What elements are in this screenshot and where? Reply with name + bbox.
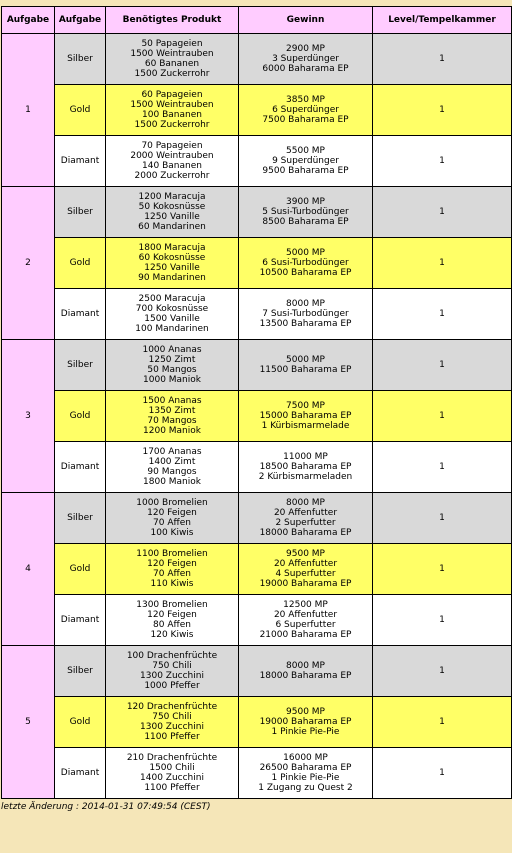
quest-row — [2, 595, 512, 646]
reward-line: 20 Affenfutter — [273, 559, 338, 569]
required-products — [106, 85, 239, 136]
required-products — [106, 136, 239, 187]
level-value: 1 — [373, 697, 512, 748]
quest-row — [2, 442, 512, 493]
level-value: 1 — [373, 595, 512, 646]
reward-line: 21000 Baharama EP — [259, 630, 352, 640]
reward-line: 26500 Baharama EP — [259, 763, 352, 773]
product-line: 120 Drachenfrüchte — [126, 702, 218, 712]
quest-tier: Diamant — [55, 748, 106, 799]
rewards — [239, 544, 373, 595]
product-line: 80 Affen — [153, 620, 191, 630]
rewards — [239, 136, 373, 187]
required-products — [106, 493, 239, 544]
quest-tier: Silber — [55, 646, 106, 697]
product-line: 70 Mangos — [147, 416, 197, 426]
level-value: 1 — [373, 136, 512, 187]
product-line: 100 Bananen — [142, 110, 202, 120]
quest-row — [2, 34, 512, 85]
rewards — [239, 697, 373, 748]
quest-row — [2, 136, 512, 187]
reward-line: 18500 Baharama EP — [259, 462, 352, 472]
header-aufgabe-stufe: Aufgabe — [55, 7, 106, 34]
reward-line: 11000 MP — [283, 452, 328, 462]
product-line: 70 Affen — [153, 569, 191, 579]
level-value: 1 — [373, 391, 512, 442]
quest-body — [2, 34, 512, 799]
reward-line: 8000 MP — [286, 299, 325, 309]
reward-line: 7500 MP — [286, 401, 325, 411]
reward-line: 19000 Baharama EP — [259, 579, 352, 589]
product-line: 1300 Zucchini — [140, 722, 204, 732]
quest-tier: Gold — [55, 391, 106, 442]
rewards — [239, 238, 373, 289]
reward-line: 3900 MP — [286, 197, 325, 207]
quest-number: 1 — [2, 34, 55, 187]
product-line: 1400 Zucchini — [140, 773, 204, 783]
reward-line: 10500 Baharama EP — [259, 268, 352, 278]
reward-line: 20 Affenfutter — [273, 610, 338, 620]
level-value: 1 — [373, 34, 512, 85]
quest-tier: Gold — [55, 697, 106, 748]
header-gewinn: Gewinn — [239, 7, 373, 34]
rewards — [239, 85, 373, 136]
quest-number: 2 — [2, 187, 55, 340]
rewards — [239, 34, 373, 85]
level-value: 1 — [373, 187, 512, 238]
header-level: Level/Tempelkammer — [373, 7, 512, 34]
quest-number: 3 — [2, 340, 55, 493]
product-line: 210 Drachenfrüchte — [126, 753, 218, 763]
reward-line: 9500 Baharama EP — [262, 166, 349, 176]
quest-tier: Diamant — [55, 136, 106, 187]
product-line: 1250 Vanille — [144, 212, 200, 222]
product-line: 60 Bananen — [144, 59, 200, 69]
product-line: 100 Drachenfrüchte — [126, 651, 218, 661]
product-line: 1800 Maniok — [143, 477, 201, 487]
quest-number: 4 — [2, 493, 55, 646]
level-value: 1 — [373, 646, 512, 697]
product-line: 700 Kokosnüsse — [135, 304, 209, 314]
quest-tier: Gold — [55, 544, 106, 595]
quest-tier: Diamant — [55, 442, 106, 493]
required-products — [106, 697, 239, 748]
reward-line: 2 Kürbismarmeladen — [258, 472, 353, 482]
reward-line: 12500 MP — [283, 600, 328, 610]
reward-line: 9 Superdünger — [272, 156, 339, 166]
required-products — [106, 646, 239, 697]
quest-tier: Gold — [55, 85, 106, 136]
required-products — [106, 289, 239, 340]
reward-line: 6 Susi-Turbodünger — [262, 258, 349, 268]
product-line: 1000 Ananas — [142, 345, 202, 355]
rewards — [239, 442, 373, 493]
level-value: 1 — [373, 85, 512, 136]
reward-line: 5000 MP — [286, 248, 325, 258]
required-products — [106, 748, 239, 799]
product-line: 750 Chili — [152, 712, 192, 722]
rewards — [239, 595, 373, 646]
reward-line: 1 Kürbismarmelade — [261, 421, 350, 431]
rewards — [239, 340, 373, 391]
product-line: 1500 Ananas — [142, 396, 202, 406]
product-line: 60 Mandarinen — [138, 222, 206, 232]
product-line: 1300 Zucchini — [140, 671, 204, 681]
header-produkt: Benötigtes Produkt — [106, 7, 239, 34]
quest-number: 5 — [2, 646, 55, 799]
quest-row — [2, 340, 512, 391]
header-aufgabe: Aufgabe — [2, 7, 55, 34]
product-line: 50 Kokosnüsse — [138, 202, 206, 212]
required-products — [106, 391, 239, 442]
product-line: 1250 Vanille — [144, 263, 200, 273]
level-value: 1 — [373, 238, 512, 289]
quest-row — [2, 238, 512, 289]
product-line: 140 Bananen — [142, 161, 202, 171]
quest-row — [2, 493, 512, 544]
reward-line: 6 Superdünger — [272, 105, 339, 115]
rewards — [239, 493, 373, 544]
required-products — [106, 238, 239, 289]
product-line: 1500 Zuckerrohr — [134, 69, 210, 79]
quest-row — [2, 289, 512, 340]
reward-line: 4 Superfutter — [275, 569, 336, 579]
level-value: 1 — [373, 442, 512, 493]
quest-table — [1, 6, 512, 799]
product-line: 1500 Weintrauben — [130, 49, 214, 59]
reward-line: 1 Zugang zu Quest 2 — [258, 783, 353, 793]
product-line: 1300 Bromelien — [136, 600, 208, 610]
product-line: 100 Mandarinen — [135, 324, 209, 334]
reward-line: 5500 MP — [286, 146, 325, 156]
reward-line: 1 Pinkie Pie-Pie — [271, 773, 340, 783]
quest-tier: Diamant — [55, 595, 106, 646]
quest-tier: Silber — [55, 493, 106, 544]
quest-row — [2, 85, 512, 136]
level-value: 1 — [373, 340, 512, 391]
reward-line: 8000 MP — [286, 498, 325, 508]
product-line: 2000 Zuckerrohr — [134, 171, 210, 181]
product-line: 1250 Zimt — [148, 355, 196, 365]
product-line: 60 Papageien — [141, 90, 203, 100]
product-line: 2500 Maracuja — [138, 294, 206, 304]
header-row — [2, 7, 512, 34]
product-line: 1000 Maniok — [143, 375, 201, 385]
rewards — [239, 646, 373, 697]
reward-line: 7 Susi-Turbodünger — [262, 309, 349, 319]
product-line: 100 Kiwis — [150, 528, 194, 538]
reward-line: 8500 Baharama EP — [262, 217, 349, 227]
reward-line: 2 Superfutter — [275, 518, 336, 528]
level-value: 1 — [373, 289, 512, 340]
quest-row — [2, 748, 512, 799]
product-line: 1500 Weintrauben — [130, 100, 214, 110]
quest-row — [2, 646, 512, 697]
product-line: 1200 Maracuja — [138, 192, 206, 202]
level-value: 1 — [373, 544, 512, 595]
reward-line: 5 Susi-Turbodünger — [262, 207, 349, 217]
product-line: 2000 Weintrauben — [130, 151, 214, 161]
product-line: 1200 Maniok — [143, 426, 201, 436]
required-products — [106, 187, 239, 238]
quest-row — [2, 697, 512, 748]
required-products — [106, 340, 239, 391]
reward-line: 20 Affenfutter — [273, 508, 338, 518]
reward-line: 9500 MP — [286, 707, 325, 717]
product-line: 1700 Ananas — [142, 447, 202, 457]
reward-line: 6000 Baharama EP — [262, 64, 349, 74]
quest-tier: Silber — [55, 187, 106, 238]
required-products — [106, 544, 239, 595]
product-line: 90 Mangos — [147, 467, 197, 477]
quest-tier: Silber — [55, 340, 106, 391]
reward-line: 15000 Baharama EP — [259, 411, 352, 421]
required-products — [106, 34, 239, 85]
product-line: 60 Kokosnüsse — [138, 253, 206, 263]
rewards — [239, 748, 373, 799]
product-line: 1500 Chili — [149, 763, 195, 773]
reward-line: 3 Superdünger — [272, 54, 339, 64]
reward-line: 2900 MP — [286, 44, 325, 54]
reward-line: 1 Pinkie Pie-Pie — [271, 727, 340, 737]
reward-line: 8000 MP — [286, 661, 325, 671]
reward-line: 18000 Baharama EP — [259, 671, 352, 681]
product-line: 50 Mangos — [147, 365, 197, 375]
reward-line: 9500 MP — [286, 549, 325, 559]
reward-line: 18000 Baharama EP — [259, 528, 352, 538]
product-line: 1100 Bromelien — [136, 549, 208, 559]
quest-tier: Diamant — [55, 289, 106, 340]
reward-line: 3850 MP — [286, 95, 325, 105]
quest-tier: Silber — [55, 34, 106, 85]
reward-line: 5000 MP — [286, 355, 325, 365]
rewards — [239, 187, 373, 238]
product-line: 120 Kiwis — [150, 630, 194, 640]
last-modified-footer: letzte Änderung : 2014-01-31 07:49:54 (CEST) — [1, 802, 211, 812]
required-products — [106, 595, 239, 646]
level-value: 1 — [373, 493, 512, 544]
product-line: 1350 Zimt — [148, 406, 196, 416]
reward-line: 16000 MP — [283, 753, 328, 763]
product-line: 1000 Bromelien — [136, 498, 208, 508]
product-line: 1000 Pfeffer — [144, 681, 200, 691]
product-line: 110 Kiwis — [150, 579, 194, 589]
rewards — [239, 289, 373, 340]
product-line: 120 Feigen — [147, 610, 197, 620]
rewards — [239, 391, 373, 442]
product-line: 1100 Pfeffer — [144, 783, 200, 793]
reward-line: 6 Superfutter — [275, 620, 336, 630]
product-line: 50 Papageien — [141, 39, 203, 49]
quest-row — [2, 544, 512, 595]
product-line: 1400 Zimt — [148, 457, 196, 467]
product-line: 120 Feigen — [147, 508, 197, 518]
product-line: 1100 Pfeffer — [144, 732, 200, 742]
product-line: 750 Chili — [152, 661, 192, 671]
product-line: 1500 Zuckerrohr — [134, 120, 210, 130]
product-line: 70 Affen — [153, 518, 191, 528]
product-line: 90 Mandarinen — [138, 273, 206, 283]
reward-line: 13500 Baharama EP — [259, 319, 352, 329]
product-line: 1500 Vanille — [144, 314, 200, 324]
product-line: 120 Feigen — [147, 559, 197, 569]
quest-tier: Gold — [55, 238, 106, 289]
reward-line: 19000 Baharama EP — [259, 717, 352, 727]
quest-row — [2, 187, 512, 238]
level-value: 1 — [373, 748, 512, 799]
quest-row — [2, 391, 512, 442]
product-line: 70 Papageien — [141, 141, 203, 151]
reward-line: 11500 Baharama EP — [259, 365, 352, 375]
reward-line: 7500 Baharama EP — [262, 115, 349, 125]
product-line: 1800 Maracuja — [138, 243, 206, 253]
required-products — [106, 442, 239, 493]
